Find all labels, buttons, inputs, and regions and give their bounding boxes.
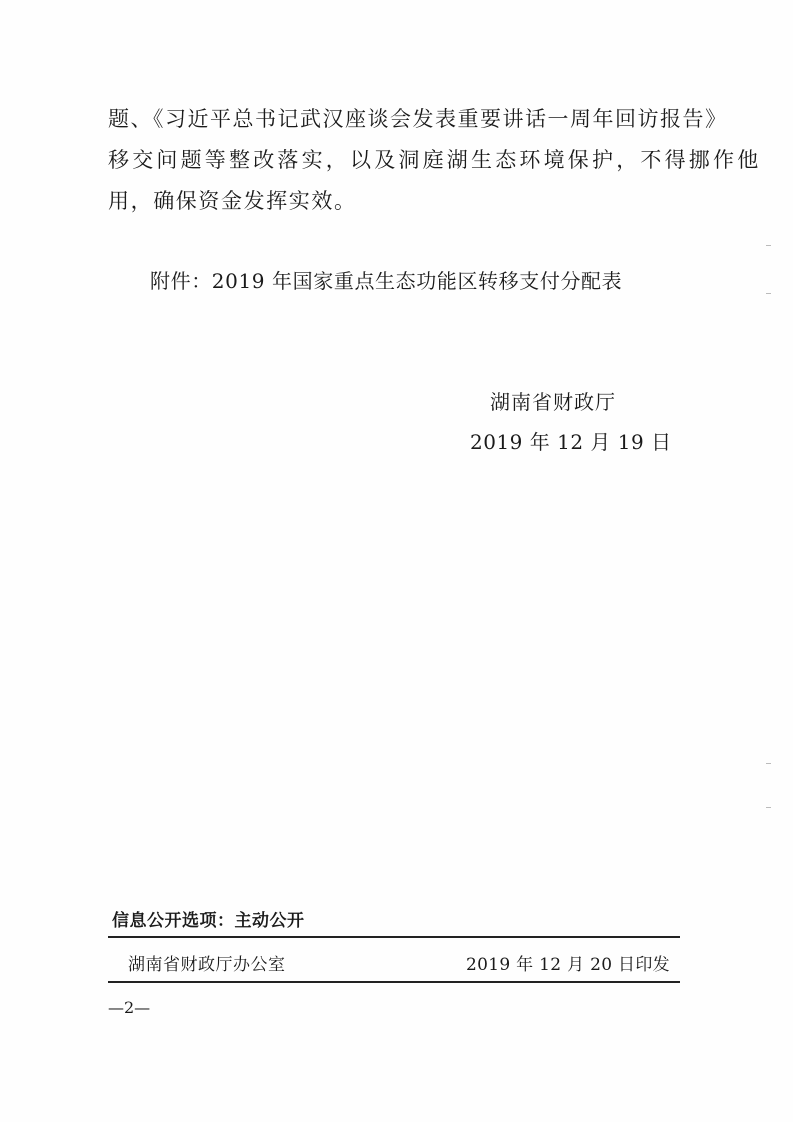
disclosure-option: 信息公开选项：主动公开 — [112, 911, 305, 931]
signature-date: 2019 年 12 月 19 日 — [470, 430, 672, 454]
body-line-3: 用，确保资金发挥实效。 — [108, 189, 357, 213]
footer-bottom-rule — [108, 981, 680, 983]
body-line-2: 移交问题等整改落实，以及洞庭湖生态环境保护，不得挪作他 — [108, 148, 762, 172]
page-number: —2— — [108, 998, 151, 1017]
footer-top-rule — [108, 936, 680, 938]
attachment-line: 附件：2019 年国家重点生态功能区转移支付分配表 — [150, 269, 623, 293]
signature-organization: 湖南省财政厅 — [490, 390, 616, 414]
scan-edge-mark — [766, 807, 771, 808]
issuer: 湖南省财政厅办公室 — [128, 955, 286, 975]
body-line-1: 题、《习近平总书记武汉座谈会发表重要讲话一周年回访报告》 — [108, 107, 728, 131]
scan-edge-mark — [766, 763, 771, 764]
scan-edge-mark — [766, 245, 771, 246]
scan-edge-mark — [766, 293, 771, 294]
issue-date: 2019 年 12 月 20 日印发 — [466, 955, 670, 975]
